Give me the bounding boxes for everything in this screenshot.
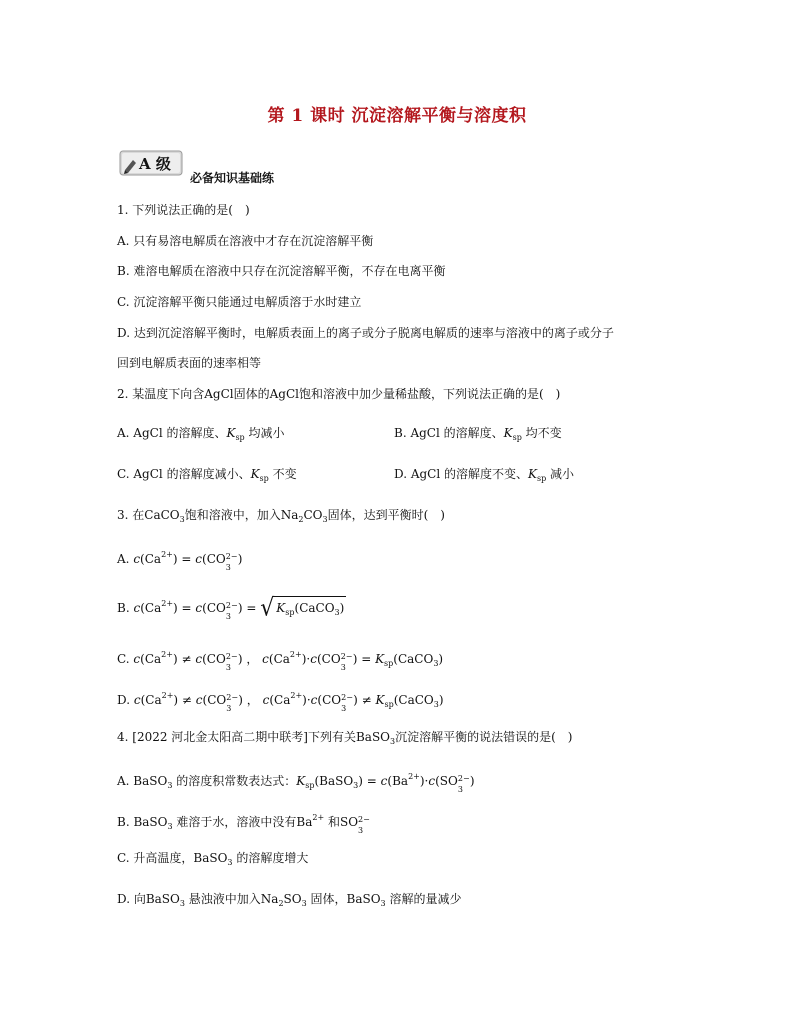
option-letter: A. bbox=[117, 552, 130, 566]
q2-option-d bbox=[394, 466, 574, 487]
q1-option-c: C. 沉淀溶解平衡只能通过电解质溶于水时建立 bbox=[117, 295, 362, 309]
sp-subscript: sp bbox=[512, 433, 522, 442]
k-symbol: K bbox=[503, 426, 513, 440]
q3-option-c: C. $c(Ca^{2+}) \ne c(CO$ 2− 3 ) ， $c(Ca^{2+})\cdot c(CO$ 2− 3 ) = $K_{sp}(CaCO_3)$ bbox=[117, 650, 444, 672]
q4-option-c: C. 升高温度，BaSO$_3$ 的溶解度增大 bbox=[117, 851, 309, 867]
q4-stem-text: 4. [2022 河北金太阳高二期中联考]下列有关BaSO bbox=[117, 730, 391, 744]
q3-stem-text: 3. 在CaCO bbox=[117, 508, 180, 522]
q4-option-a: A. BaSO$_3$ 的溶度积常数表达式：$K_{sp}(BaSO_3) = c(Ba^{2+})\cdot c(SO$ 2− 3 ) bbox=[117, 772, 475, 794]
sp-subscript: sp bbox=[235, 433, 245, 442]
q2-c-tail: 不变 bbox=[268, 467, 297, 481]
q2-a-text: A. AgCl 的溶解度、 bbox=[117, 426, 227, 440]
q2-stem: 2. 某温度下向含AgCl固体的AgCl饱和溶液中加少量稀盐酸，下列说法正确的是( ) bbox=[117, 387, 561, 401]
k-symbol: K bbox=[528, 467, 537, 481]
q3-option-a: A. $c(Ca^{2+}) = c(CO$ 2− 3 ) bbox=[117, 550, 243, 572]
badge-text: A 级 bbox=[139, 155, 171, 173]
q4-stem: 4. [2022 河北金太阳高二期中联考]下列有关BaSO$_3$沉淀溶解平衡的说法错误的是( ) bbox=[117, 730, 573, 746]
page-title: 第 1 课时 沉淀溶解平衡与溶度积 bbox=[267, 106, 527, 126]
q4-option-b: B. BaSO$_3$ 难溶于水，溶液中没有$Ba^{2+}$ 和SO 2− 3 bbox=[117, 813, 370, 835]
square-root: √ $K_{sp}(CaCO_3)$ bbox=[260, 594, 345, 622]
q2-option-b bbox=[394, 425, 562, 446]
q1-stem: 1. 下列说法正确的是( ) bbox=[117, 203, 250, 217]
q1-option-a: A. 只有易溶电解质在溶液中才存在沉淀溶解平衡 bbox=[117, 234, 374, 248]
q1-option-d-line1: D. 达到沉淀溶解平衡时，电解质表面上的离子或分子脱离电解质的速率与溶液中的离子或分子 bbox=[117, 326, 614, 340]
option-letter: B. bbox=[117, 601, 130, 615]
q2-d-tail: 减小 bbox=[546, 467, 575, 481]
option-letter: D. bbox=[117, 693, 131, 707]
q4-option-d: D. 向BaSO$_3$ 悬浊液中加入$Na_2SO_3$ 固体，BaSO$_3$ 溶解的量减少 bbox=[117, 892, 462, 908]
k-symbol: K bbox=[226, 426, 236, 440]
q2-d-text: D. AgCl 的溶解度不变、 bbox=[394, 467, 529, 481]
section-title: 必备知识基础练 bbox=[190, 171, 275, 185]
q3-option-b: B. $c(Ca^{2+}) = c(CO$ 2− 3 ) = √ $K_{sp}(CaCO_3)$ bbox=[117, 594, 345, 622]
level-badge bbox=[119, 148, 185, 178]
q1-option-b: B. 难溶电解质在溶液中只存在沉淀溶解平衡，不存在电离平衡 bbox=[117, 264, 446, 278]
q2-b-text: B. AgCl 的溶解度、 bbox=[394, 426, 504, 440]
q2-a-tail: 均减小 bbox=[244, 426, 285, 440]
q2-option-c bbox=[117, 466, 297, 487]
q3-stem: 3. 在CaCO$_3$饱和溶液中，加入$Na_2CO_3$固体，达到平衡时( ) bbox=[117, 508, 445, 524]
q2-option-a bbox=[117, 425, 285, 446]
sp-subscript: sp bbox=[259, 474, 269, 483]
k-symbol: K bbox=[250, 467, 260, 481]
q1-option-d-line2: 回到电解质表面的速率相等 bbox=[117, 356, 262, 370]
q2-b-tail: 均不变 bbox=[521, 426, 562, 440]
option-letter: C. bbox=[117, 652, 130, 666]
q2-c-text: C. AgCl 的溶解度减小、 bbox=[117, 467, 251, 481]
q3-option-d: D. $c(Ca^{2+}) \ne c(CO$ 2− 3 ) ， $c(Ca^{2+})\cdot c(CO$ 2− 3 ) ≠ $K_{sp}(CaCO_3)$ bbox=[117, 691, 444, 713]
badge-graphic bbox=[119, 148, 185, 178]
sp-subscript: sp bbox=[536, 474, 547, 483]
